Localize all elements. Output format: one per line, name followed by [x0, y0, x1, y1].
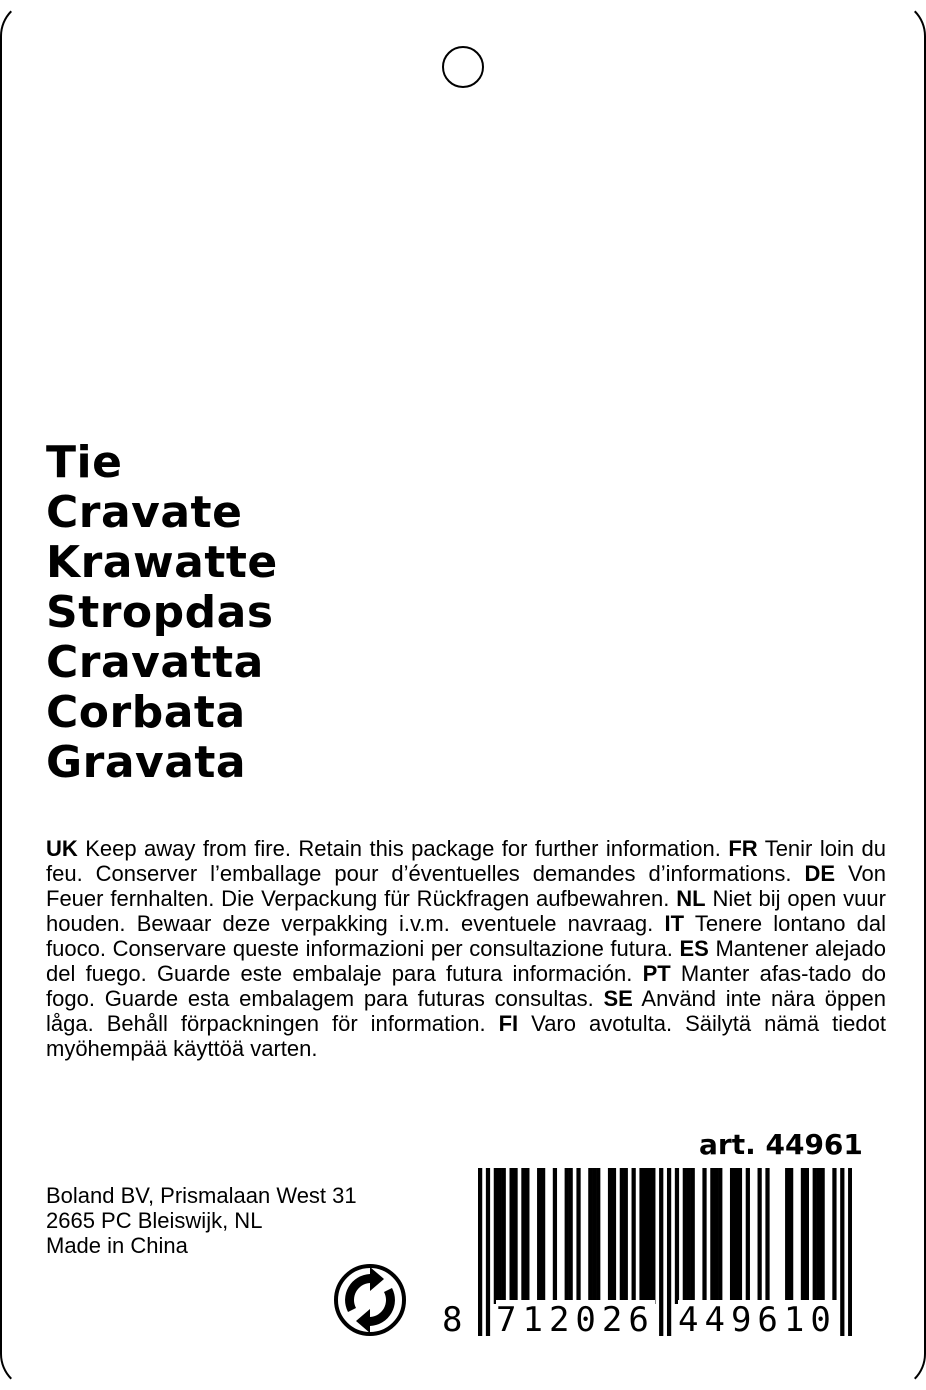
origin-line: Made in China: [46, 1233, 188, 1258]
barcode-bar: [608, 1168, 612, 1304]
barcode-bar: [734, 1168, 738, 1304]
product-name: Krawatte: [46, 537, 278, 588]
barcode-bar: [687, 1168, 691, 1304]
barcode-bar: [612, 1168, 616, 1304]
barcode-bar: [647, 1168, 651, 1304]
barcode-bar: [596, 1168, 600, 1304]
language-code: FR: [728, 836, 758, 861]
manufacturer-address: [46, 1183, 357, 1258]
product-name: Tie: [46, 437, 123, 488]
barcode-bar: [813, 1168, 817, 1304]
barcode-bar: [832, 1168, 836, 1304]
barcode-bar: [521, 1168, 525, 1304]
barcode-bar: [632, 1168, 636, 1304]
language-code: DE: [804, 861, 836, 886]
barcode-bar: [691, 1168, 695, 1304]
warning-sentence: Von Feuer fernhalten. Die Verpackung für Rückfragen aufbewahren.: [46, 861, 886, 911]
product-name: Corbata: [46, 687, 246, 738]
barcode-bar: [651, 1168, 655, 1304]
barcode-first-digit: 8: [442, 1300, 463, 1340]
barcode-bar: [569, 1168, 573, 1304]
product-name: Stropdas: [46, 587, 274, 638]
barcode-right-digits: 449610: [678, 1300, 837, 1340]
barcode-bar: [513, 1168, 517, 1304]
warning-sentence: Använd inte nära öppen låga. Behåll förpackningen för information.: [46, 986, 886, 1036]
barcode-guard-bar: [478, 1168, 482, 1336]
hang-hole-icon: [442, 46, 484, 88]
barcode-bar: [537, 1168, 541, 1304]
product-name: Cravatta: [46, 637, 264, 688]
warning-sentence: Tenere lontano dal fuoco. Conservare queste informazioni per consultazione futura.: [46, 911, 886, 961]
barcode-bar: [765, 1168, 769, 1304]
barcode-bar: [576, 1168, 580, 1304]
language-code: NL: [676, 886, 706, 911]
barcode-bar: [620, 1168, 624, 1304]
barcode-left-digits: 712026: [496, 1300, 655, 1340]
barcode-bar: [801, 1168, 805, 1304]
language-code: PT: [642, 961, 671, 986]
article-number: art. 44961: [699, 1128, 863, 1161]
green-dot-recycling-icon: [334, 1264, 406, 1336]
barcode-bar: [785, 1168, 789, 1304]
barcode-bar: [758, 1168, 762, 1304]
address-line: Boland BV, Prismalaan West 31: [46, 1183, 357, 1208]
barcode-bar: [683, 1168, 687, 1304]
barcode-bar: [730, 1168, 734, 1304]
language-code: FI: [498, 1011, 519, 1036]
barcode-bar: [714, 1168, 718, 1304]
barcode-guard-bar: [848, 1168, 852, 1336]
address-line: 2665 PC Bleiswijk, NL: [46, 1208, 263, 1233]
product-name: Cravate: [46, 487, 243, 538]
product-name-list: [46, 438, 278, 788]
barcode-bar: [817, 1168, 821, 1304]
barcode-bar: [588, 1168, 592, 1304]
barcode-bar: [643, 1168, 647, 1304]
barcode-bar: [592, 1168, 596, 1304]
barcode-bar: [525, 1168, 529, 1304]
warning-sentence: Niet bij open vuur houden. Bewaar deze verpakking i.v.m. eventuele navraag.: [46, 886, 886, 936]
barcode-bar: [639, 1168, 643, 1304]
warning-sentence: Varo avotulta. Säilytä nämä tiedot myöhempää käyttöä varten.: [46, 1011, 886, 1061]
barcode-guard-bar: [667, 1168, 671, 1336]
barcode-bar: [509, 1168, 513, 1304]
barcode-bar: [718, 1168, 722, 1304]
barcode-guard-bar: [486, 1168, 490, 1336]
product-name: Gravata: [46, 737, 247, 788]
barcode-bar: [738, 1168, 742, 1304]
warning-sentence: Keep away from fire. Retain this package for further information.: [85, 836, 721, 861]
language-code: SE: [603, 986, 633, 1011]
barcode-bar: [675, 1168, 679, 1304]
barcode-bar: [624, 1168, 628, 1304]
barcode-bar: [702, 1168, 706, 1304]
warning-sentence: Mantener alejado del fuego. Guarde este embalaje para futura información.: [46, 936, 886, 986]
barcode-bar: [710, 1168, 714, 1304]
barcode-guard-bar: [659, 1168, 663, 1336]
barcode-bar: [789, 1168, 793, 1304]
language-code: UK: [46, 836, 78, 861]
barcode-bar: [805, 1168, 809, 1304]
safety-warning-text: [46, 836, 886, 1061]
barcode-bar: [565, 1168, 569, 1304]
barcode-bar: [746, 1168, 750, 1304]
barcode-guard-bar: [840, 1168, 844, 1336]
language-code: ES: [679, 936, 709, 961]
barcode-bar: [498, 1168, 502, 1304]
language-code: IT: [664, 911, 685, 936]
barcode-bar: [821, 1168, 825, 1304]
warning-sentence: Manter afas-tado do fogo. Guarde esta embalagem para futuras consultas.: [46, 961, 886, 1011]
barcode-bar: [541, 1168, 545, 1304]
barcode-bar: [502, 1168, 506, 1304]
warning-sentence: Tenir loin du feu. Conserver l’emballage pour d’éventuelles demandes d’informations.: [46, 836, 886, 886]
barcode-bar: [494, 1168, 498, 1304]
barcode-bar: [553, 1168, 557, 1304]
